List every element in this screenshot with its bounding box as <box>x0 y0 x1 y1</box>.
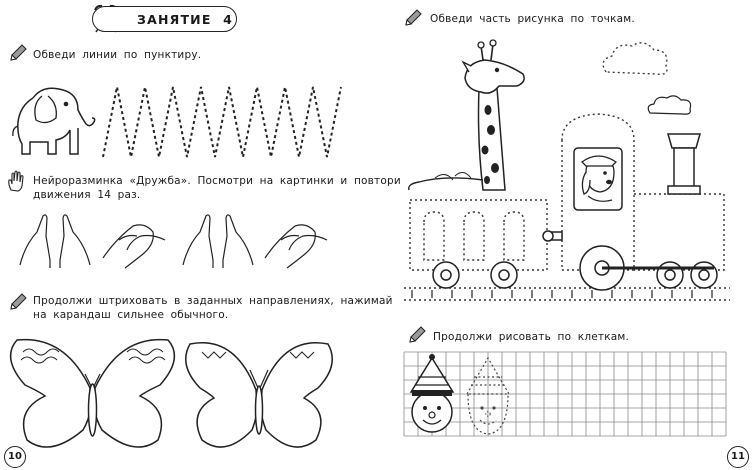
right-task2-instruction: Продолжи рисовать по клеткам. <box>433 331 630 343</box>
dotted-cloud <box>598 38 673 80</box>
pencil-icon <box>407 325 427 345</box>
drawing-grid <box>404 352 726 436</box>
right-task1-instruction: Обведи часть рисунка по точкам. <box>430 13 635 25</box>
task2-instruction-line1: Нейроразминка «Дружба». Посмотри на картинки и повтори <box>33 175 401 187</box>
pencil-icon <box>8 43 28 63</box>
dotted-zigzag <box>100 82 345 162</box>
pencil-icon <box>403 8 423 28</box>
page-number-left: 10 <box>4 446 26 468</box>
hand-gesture-images <box>15 210 335 270</box>
task3-instruction-line2: на карандаш сильнее обычного. <box>33 309 229 321</box>
task2-instruction-line2: движения 14 раз. <box>33 189 141 201</box>
train <box>402 110 732 305</box>
butterfly <box>5 330 180 460</box>
pencil-icon <box>8 292 28 312</box>
elephant <box>8 78 100 162</box>
lesson-title: ЗАНЯТИЕ 4 <box>137 12 234 27</box>
task1-instruction: Обведи линии по пунктиру. <box>33 49 202 61</box>
hand-icon <box>6 170 26 192</box>
lesson-title-banner <box>92 6 237 32</box>
page-number-right: 11 <box>727 446 749 468</box>
task3-instruction-line1: Продолжи штриховать в заданных направлениях, нажимай <box>33 295 393 307</box>
butterfly <box>180 330 340 460</box>
